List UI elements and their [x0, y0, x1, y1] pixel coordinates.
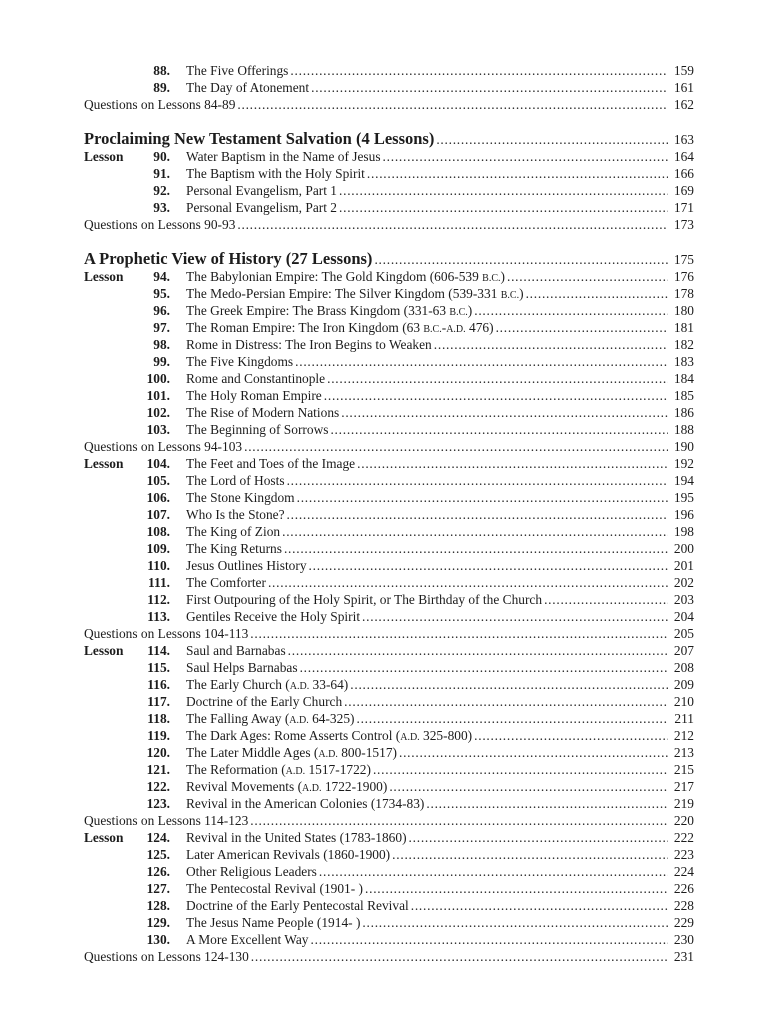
lesson-title: Personal Evangelism, Part 2	[186, 200, 337, 215]
lesson-label: Lesson	[84, 643, 124, 658]
dot-leader	[357, 455, 668, 472]
questions-title: Questions on Lessons 124-130	[84, 949, 249, 964]
toc-lesson-entry[interactable]	[84, 710, 694, 727]
page-number: 211	[674, 711, 694, 726]
lesson-label: Lesson	[84, 830, 124, 845]
toc-lesson-entry[interactable]	[84, 761, 694, 778]
dot-leader	[309, 557, 668, 574]
lesson-title: The Pentecostal Revival (1901- )	[186, 881, 364, 896]
dot-leader	[411, 897, 668, 914]
lesson-number: 115.	[147, 660, 170, 675]
lesson-number: 101.	[146, 388, 170, 403]
dot-leader	[389, 778, 668, 795]
page-number: 204	[673, 609, 694, 624]
page-number: 198	[673, 524, 694, 539]
lesson-number: 123.	[146, 796, 170, 811]
lesson-number: 103.	[146, 422, 170, 437]
lesson-number: 110.	[147, 558, 170, 573]
lesson-number: 106.	[146, 490, 170, 505]
lesson-title: The Jesus Name People (1914- )	[186, 915, 361, 930]
dot-leader	[250, 625, 668, 642]
lesson-number: 114.	[147, 643, 170, 658]
lesson-title: Revival in the United States (1783-1860)	[186, 830, 407, 845]
lesson-number: 125.	[146, 847, 170, 862]
toc-lesson-entry[interactable]	[84, 863, 694, 880]
dot-leader	[544, 591, 668, 608]
page-number: 161	[673, 80, 694, 95]
dot-leader	[311, 931, 668, 948]
lesson-number: 128.	[146, 898, 170, 913]
toc-lesson-entry[interactable]	[84, 268, 694, 285]
page-number: 202	[673, 575, 694, 590]
page-number: 219	[673, 796, 694, 811]
lesson-number: 93.	[153, 200, 170, 215]
lesson-number: 130.	[146, 932, 170, 947]
dot-leader	[399, 744, 668, 761]
lesson-number: 111.	[148, 575, 170, 590]
page-number: 215	[673, 762, 694, 777]
page-number: 163	[673, 132, 694, 147]
lesson-number: 90.	[153, 149, 170, 164]
page-number: 171	[673, 200, 694, 215]
page-number: 212	[673, 728, 694, 743]
page-number: 190	[673, 439, 694, 454]
page-number: 223	[673, 847, 694, 862]
toc-lesson-entry[interactable]	[84, 62, 694, 79]
dot-leader	[344, 693, 668, 710]
page-number: 186	[673, 405, 694, 420]
lesson-title: Revival in the American Colonies (1734-83)	[186, 796, 425, 811]
page-number: 222	[673, 830, 694, 845]
lesson-number: 119.	[147, 728, 170, 743]
lesson-title: Gentiles Receive the Holy Spirit	[186, 609, 361, 624]
toc-lesson-entry[interactable]	[84, 387, 694, 404]
lesson-title: The Medo-Persian Empire: The Silver Kingdom (539-331 B.C.)	[186, 286, 524, 301]
page-number: 192	[673, 456, 694, 471]
lesson-title: The Holy Roman Empire	[186, 388, 322, 403]
lesson-number: 89.	[153, 80, 170, 95]
dot-leader	[284, 540, 668, 557]
toc-lesson-entry[interactable]	[84, 676, 694, 693]
toc-lesson-entry[interactable]	[84, 574, 694, 591]
toc-lesson-entry[interactable]	[84, 642, 694, 659]
toc-questions-entry[interactable]	[84, 438, 694, 455]
toc-questions-entry[interactable]	[84, 812, 694, 829]
lesson-number: 97.	[153, 320, 170, 335]
lesson-number: 117.	[147, 694, 170, 709]
dot-leader	[383, 148, 668, 165]
toc-lesson-entry[interactable]	[84, 182, 694, 199]
page-number: 185	[673, 388, 694, 403]
lesson-title: Saul and Barnabas	[186, 643, 286, 658]
toc-lesson-entry[interactable]	[84, 370, 694, 387]
dot-leader	[300, 659, 668, 676]
dot-leader	[436, 130, 668, 149]
dot-leader	[474, 302, 668, 319]
lesson-label: Lesson	[84, 456, 124, 471]
lesson-number: 113.	[147, 609, 170, 624]
toc-section-heading[interactable]	[84, 129, 694, 148]
toc-lesson-entry[interactable]	[84, 165, 694, 182]
lesson-title: The Baptism with the Holy Spirit	[186, 166, 365, 181]
lesson-number: 116.	[147, 677, 170, 692]
lesson-title: The Roman Empire: The Iron Kingdom (63 B.C.-A.D. 476)	[186, 320, 494, 335]
lesson-number: 91.	[153, 166, 170, 181]
page-number: 175	[673, 252, 694, 267]
page-number: 164	[673, 149, 694, 164]
lesson-title: The Five Offerings	[186, 63, 289, 78]
page-number: 180	[673, 303, 694, 318]
toc-lesson-entry[interactable]	[84, 897, 694, 914]
lesson-number: 100.	[146, 371, 170, 386]
page-number: 178	[673, 286, 694, 301]
lesson-number: 118.	[147, 711, 170, 726]
lesson-title: Doctrine of the Early Pentecostal Revival	[186, 898, 409, 913]
toc-lesson-entry[interactable]	[84, 353, 694, 370]
toc-lesson-entry[interactable]	[84, 319, 694, 336]
toc-lesson-entry[interactable]	[84, 693, 694, 710]
lesson-title: The Day of Atonement	[186, 80, 310, 95]
questions-title: Questions on Lessons 84-89	[84, 97, 236, 112]
toc-lesson-entry[interactable]	[84, 523, 694, 540]
lesson-number: 108.	[146, 524, 170, 539]
page-number: 200	[673, 541, 694, 556]
dot-leader	[237, 96, 668, 113]
lesson-title: The Falling Away (A.D. 64-325)	[186, 711, 355, 726]
lesson-title: Saul Helps Barnabas	[186, 660, 298, 675]
toc-lesson-entry[interactable]	[84, 336, 694, 353]
page-number: 196	[673, 507, 694, 522]
section-title: Proclaiming New Testament Salvation (4 Lessons)	[84, 129, 435, 148]
lesson-number: 94.	[153, 269, 170, 284]
lesson-number: 104.	[146, 456, 170, 471]
page-number: 220	[673, 813, 694, 828]
lesson-title: Jesus Outlines History	[186, 558, 307, 573]
dot-leader	[409, 829, 668, 846]
page-number: 201	[673, 558, 694, 573]
lesson-title: Doctrine of the Early Church	[186, 694, 343, 709]
toc-lesson-entry[interactable]	[84, 846, 694, 863]
lesson-number: 102.	[146, 405, 170, 420]
dot-leader	[356, 710, 668, 727]
dot-leader	[507, 268, 668, 285]
page-number: 210	[673, 694, 694, 709]
toc-lesson-entry[interactable]	[84, 302, 694, 319]
lesson-title: The King Returns	[186, 541, 282, 556]
toc-lesson-entry[interactable]	[84, 199, 694, 216]
toc-lesson-entry[interactable]	[84, 557, 694, 574]
lesson-number: 92.	[153, 183, 170, 198]
lesson-number: 88.	[153, 63, 170, 78]
questions-title: Questions on Lessons 114-123	[84, 813, 249, 828]
lesson-number: 99.	[153, 354, 170, 369]
dot-leader	[362, 608, 668, 625]
toc-lesson-entry[interactable]	[84, 744, 694, 761]
page-number: 173	[673, 217, 694, 232]
page-number: 162	[673, 97, 694, 112]
lesson-number: 122.	[146, 779, 170, 794]
dot-leader	[290, 62, 668, 79]
toc-lesson-entry[interactable]	[84, 659, 694, 676]
dot-leader	[237, 216, 668, 233]
lesson-number: 109.	[146, 541, 170, 556]
dot-leader	[392, 846, 668, 863]
toc-questions-entry[interactable]	[84, 948, 694, 965]
page-number: 169	[673, 183, 694, 198]
lesson-title: Later American Revivals (1860-1900)	[186, 847, 391, 862]
lesson-title: The Lord of Hosts	[186, 473, 285, 488]
page-number: 226	[673, 881, 694, 896]
lesson-title: The Later Middle Ages (A.D. 800-1517)	[186, 745, 397, 760]
dot-leader	[350, 676, 668, 693]
table-of-contents	[84, 62, 694, 965]
lesson-title: A More Excellent Way	[186, 932, 309, 947]
lesson-number: 107.	[146, 507, 170, 522]
toc-lesson-entry[interactable]	[84, 931, 694, 948]
lesson-title: Personal Evangelism, Part 1	[186, 183, 337, 198]
toc-questions-entry[interactable]	[84, 625, 694, 642]
lesson-title: The Greek Empire: The Brass Kingdom (331-63 B.C.)	[186, 303, 473, 318]
lesson-number: 105.	[146, 473, 170, 488]
questions-title: Questions on Lessons 104-113	[84, 626, 249, 641]
dot-leader	[311, 79, 668, 96]
page-number: 182	[673, 337, 694, 352]
lesson-title: Rome and Constantinople	[186, 371, 326, 386]
page-number: 176	[673, 269, 694, 284]
dot-leader	[374, 250, 668, 269]
dot-leader	[426, 795, 668, 812]
lesson-title: The Rise of Modern Nations	[186, 405, 340, 420]
dot-leader	[339, 199, 668, 216]
dot-leader	[341, 404, 668, 421]
dot-leader	[287, 506, 668, 523]
dot-leader	[295, 353, 668, 370]
lesson-number: 96.	[153, 303, 170, 318]
toc-lesson-entry[interactable]	[84, 727, 694, 744]
page-number: 195	[673, 490, 694, 505]
section-title: A Prophetic View of History (27 Lessons)	[84, 249, 373, 268]
toc-lesson-entry[interactable]	[84, 455, 694, 472]
lesson-title: The Feet and Toes of the Image	[186, 456, 356, 471]
dot-leader	[297, 489, 668, 506]
toc-lesson-entry[interactable]	[84, 489, 694, 506]
lesson-label: Lesson	[84, 149, 124, 164]
page-number: 184	[673, 371, 694, 386]
toc-lesson-entry[interactable]	[84, 778, 694, 795]
page-number: 203	[673, 592, 694, 607]
lesson-number: 121.	[146, 762, 170, 777]
toc-lesson-entry[interactable]	[84, 285, 694, 302]
dot-leader	[434, 336, 668, 353]
page-number: 229	[673, 915, 694, 930]
toc-lesson-entry[interactable]	[84, 608, 694, 625]
page-number: 188	[673, 422, 694, 437]
toc-lesson-entry[interactable]	[84, 79, 694, 96]
lesson-title: Revival Movements (A.D. 1722-1900)	[186, 779, 388, 794]
lesson-title: The King of Zion	[186, 524, 281, 539]
toc-questions-entry[interactable]	[84, 96, 694, 113]
dot-leader	[496, 319, 668, 336]
page-number: 183	[673, 354, 694, 369]
dot-leader	[373, 761, 668, 778]
toc-section-heading[interactable]	[84, 249, 694, 268]
lesson-title: Water Baptism in the Name of Jesus	[186, 149, 381, 164]
toc-lesson-entry[interactable]	[84, 148, 694, 165]
lesson-number: 112.	[147, 592, 170, 607]
toc-lesson-entry[interactable]	[84, 829, 694, 846]
lesson-title: The Comforter	[186, 575, 266, 590]
toc-lesson-entry[interactable]	[84, 591, 694, 608]
page-number: 224	[673, 864, 694, 879]
dot-leader	[282, 523, 668, 540]
page-number: 159	[673, 63, 694, 78]
dot-leader	[327, 370, 668, 387]
lesson-title: First Outpouring of the Holy Spirit, or The Birthday of the Church	[186, 592, 543, 607]
lesson-title: The Babylonian Empire: The Gold Kingdom (606-539 B.C.)	[186, 269, 505, 284]
lesson-title: The Five Kingdoms	[186, 354, 294, 369]
lesson-number: 126.	[146, 864, 170, 879]
page-number: 209	[673, 677, 694, 692]
toc-lesson-entry[interactable]	[84, 540, 694, 557]
lesson-number: 98.	[153, 337, 170, 352]
page-number: 194	[673, 473, 694, 488]
lesson-title: Who Is the Stone?	[186, 507, 285, 522]
questions-title: Questions on Lessons 94-103	[84, 439, 243, 454]
dot-leader	[362, 914, 668, 931]
toc-lesson-entry[interactable]	[84, 404, 694, 421]
page-number: 166	[673, 166, 694, 181]
dot-leader	[251, 948, 668, 965]
toc-lesson-entry[interactable]	[84, 914, 694, 931]
toc-lesson-entry[interactable]	[84, 880, 694, 897]
dot-leader	[474, 727, 668, 744]
toc-lesson-entry[interactable]	[84, 506, 694, 523]
dot-leader	[244, 438, 668, 455]
lesson-title: The Stone Kingdom	[186, 490, 295, 505]
page-number: 205	[673, 626, 694, 641]
dot-leader	[319, 863, 668, 880]
dot-leader	[324, 387, 668, 404]
page-number: 207	[673, 643, 694, 658]
toc-lesson-entry[interactable]	[84, 421, 694, 438]
lesson-number: 124.	[146, 830, 170, 845]
lesson-title: Other Religious Leaders	[186, 864, 317, 879]
dot-leader	[330, 421, 668, 438]
page-number: 230	[673, 932, 694, 947]
dot-leader	[268, 574, 668, 591]
lesson-title: The Reformation (A.D. 1517-1722)	[186, 762, 371, 777]
lesson-title: Rome in Distress: The Iron Begins to Weaken	[186, 337, 432, 352]
lesson-label: Lesson	[84, 269, 124, 284]
lesson-number: 95.	[153, 286, 170, 301]
lesson-number: 129.	[146, 915, 170, 930]
toc-lesson-entry[interactable]	[84, 472, 694, 489]
page-number: 213	[673, 745, 694, 760]
lesson-number: 120.	[146, 745, 170, 760]
toc-questions-entry[interactable]	[84, 216, 694, 233]
page-number: 228	[673, 898, 694, 913]
page-number: 208	[673, 660, 694, 675]
lesson-title: The Dark Ages: Rome Asserts Control (A.D. 325-800)	[186, 728, 473, 743]
toc-lesson-entry[interactable]	[84, 795, 694, 812]
page-number: 181	[673, 320, 694, 335]
questions-title: Questions on Lessons 90-93	[84, 217, 236, 232]
dot-leader	[287, 472, 668, 489]
dot-leader	[526, 285, 668, 302]
dot-leader	[339, 182, 668, 199]
lesson-title: The Early Church (A.D. 33-64)	[186, 677, 349, 692]
page-number: 217	[673, 779, 694, 794]
dot-leader	[365, 880, 668, 897]
lesson-number: 127.	[146, 881, 170, 896]
page-number: 231	[673, 949, 694, 964]
dot-leader	[288, 642, 668, 659]
lesson-title: The Beginning of Sorrows	[186, 422, 329, 437]
dot-leader	[367, 165, 668, 182]
dot-leader	[250, 812, 668, 829]
